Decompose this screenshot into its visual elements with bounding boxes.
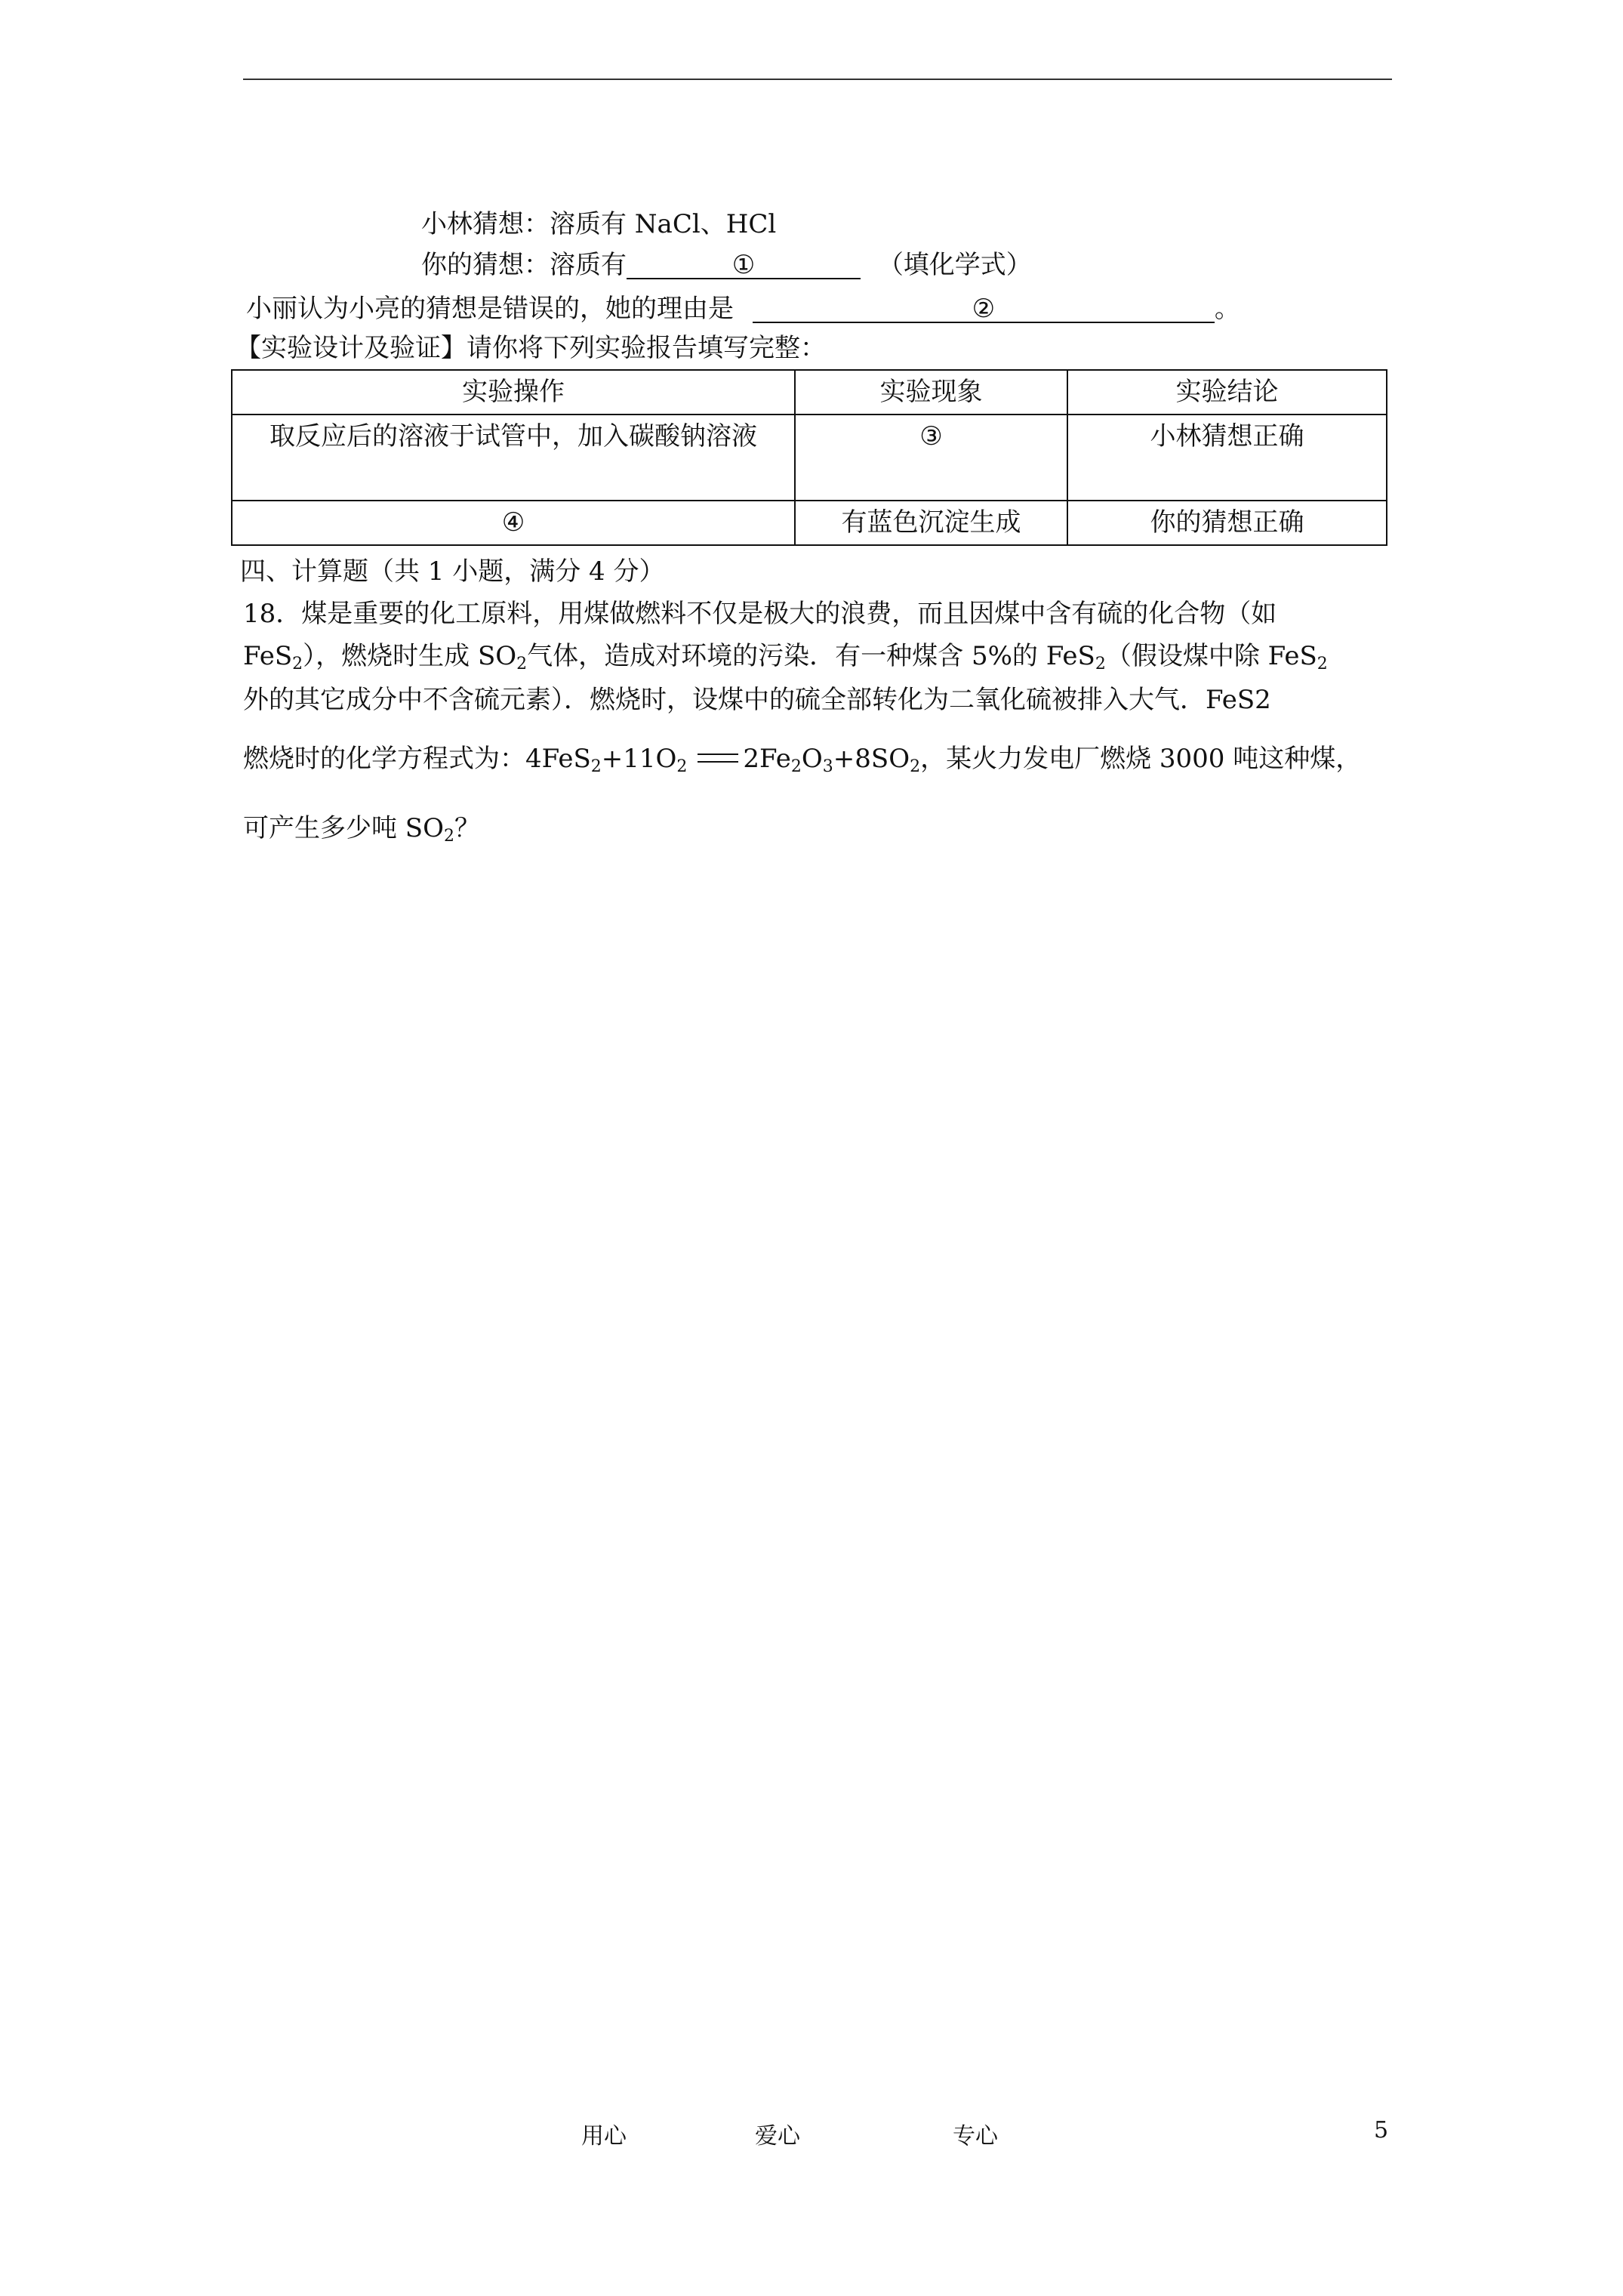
footer-word-3: 专心: [953, 2123, 998, 2150]
q18-text: 2Fe: [743, 744, 791, 774]
header-rule: [243, 79, 1392, 80]
table-header-cell: 实验操作: [232, 370, 795, 415]
table-cell: 取反应后的溶液于试管中，加入碳酸钠溶液: [232, 415, 795, 501]
reaction-equals-sign: [698, 754, 738, 763]
question-18-line-1: 18．煤是重要的化工原料，用煤做燃料不仅是极大的浪费，而且因煤中含有硫的化合物（如: [243, 599, 1277, 629]
subscript: 2: [1317, 655, 1328, 673]
table-row: [232, 415, 1387, 501]
q18-text: +8SO: [833, 744, 910, 774]
q18-text: 燃烧时的化学方程式为：4FeS: [243, 744, 591, 774]
q18-text: ），燃烧时生成 SO: [303, 641, 517, 671]
table-header-cell: 实验结论: [1067, 370, 1387, 415]
table-cell[interactable]: ③: [795, 415, 1067, 501]
footer-word-1: 用心: [581, 2123, 627, 2150]
q18-text: ？: [454, 813, 480, 843]
section-heading: 四、计算题（共 1 小题，满分 4 分）: [240, 556, 665, 587]
q18-text: 可产生多少吨 SO: [243, 813, 444, 843]
subscript: 2: [1095, 655, 1106, 673]
blank-1[interactable]: ①: [627, 252, 861, 279]
q18-text: （假设煤中除 FeS: [1105, 641, 1317, 671]
subscript: 2: [443, 827, 454, 846]
xiaoli-suffix: 。: [1214, 294, 1240, 324]
subscript: 2: [676, 757, 688, 776]
experiment-design-intro: 【实验设计及验证】请你将下列实验报告填写完整：: [236, 333, 826, 363]
question-18-line-3: 外的其它成分中不含硫元素）．燃烧时，设煤中的硫全部转化为二氧化硫被排入大气．FeS2: [243, 685, 1271, 715]
table-row: [232, 501, 1387, 545]
xiaolin-guess-line: 小林猜想：溶质有 NaCl、HCl: [421, 209, 777, 239]
subscript: 2: [790, 757, 802, 776]
your-guess-suffix: （填化学式）: [877, 250, 1032, 280]
xiaoli-prefix: 小丽认为小亮的猜想是错误的，她的理由是: [246, 294, 734, 324]
question-18-line-5: [243, 813, 480, 846]
question-18-line-2: [243, 641, 1328, 673]
subscript: 2: [590, 757, 602, 776]
your-guess-line: [421, 252, 1032, 279]
formula-text: FeS: [243, 641, 293, 671]
table-cell: 你的猜想正确: [1067, 501, 1387, 545]
q18-text: +11O: [601, 744, 677, 774]
your-guess-prefix: 你的猜想：溶质有: [421, 250, 627, 280]
blank-2[interactable]: ②: [753, 296, 1215, 323]
q18-text: O: [801, 744, 823, 774]
table-header-row: [232, 370, 1387, 415]
page-number: 5: [1374, 2117, 1389, 2143]
subscript: 2: [516, 655, 528, 673]
footer-word-2: 爱心: [755, 2123, 800, 2150]
xiaoli-reason-line: [246, 296, 1240, 323]
subscript: 3: [822, 757, 833, 776]
subscript: 2: [292, 655, 303, 673]
table-cell: 小林猜想正确: [1067, 415, 1387, 501]
q18-text: 气体，造成对环境的污染．有一种煤含 5%的 FeS: [527, 641, 1095, 671]
table-cell: 有蓝色沉淀生成: [795, 501, 1067, 545]
experiment-report-table: [231, 369, 1387, 546]
table-cell[interactable]: ④: [232, 501, 795, 545]
q18-text: ，某火力发电厂燃烧 3000 吨这种煤，: [920, 744, 1362, 774]
question-18-equation-line: [243, 744, 1362, 776]
subscript: 2: [910, 757, 921, 776]
table-header-cell: 实验现象: [795, 370, 1067, 415]
